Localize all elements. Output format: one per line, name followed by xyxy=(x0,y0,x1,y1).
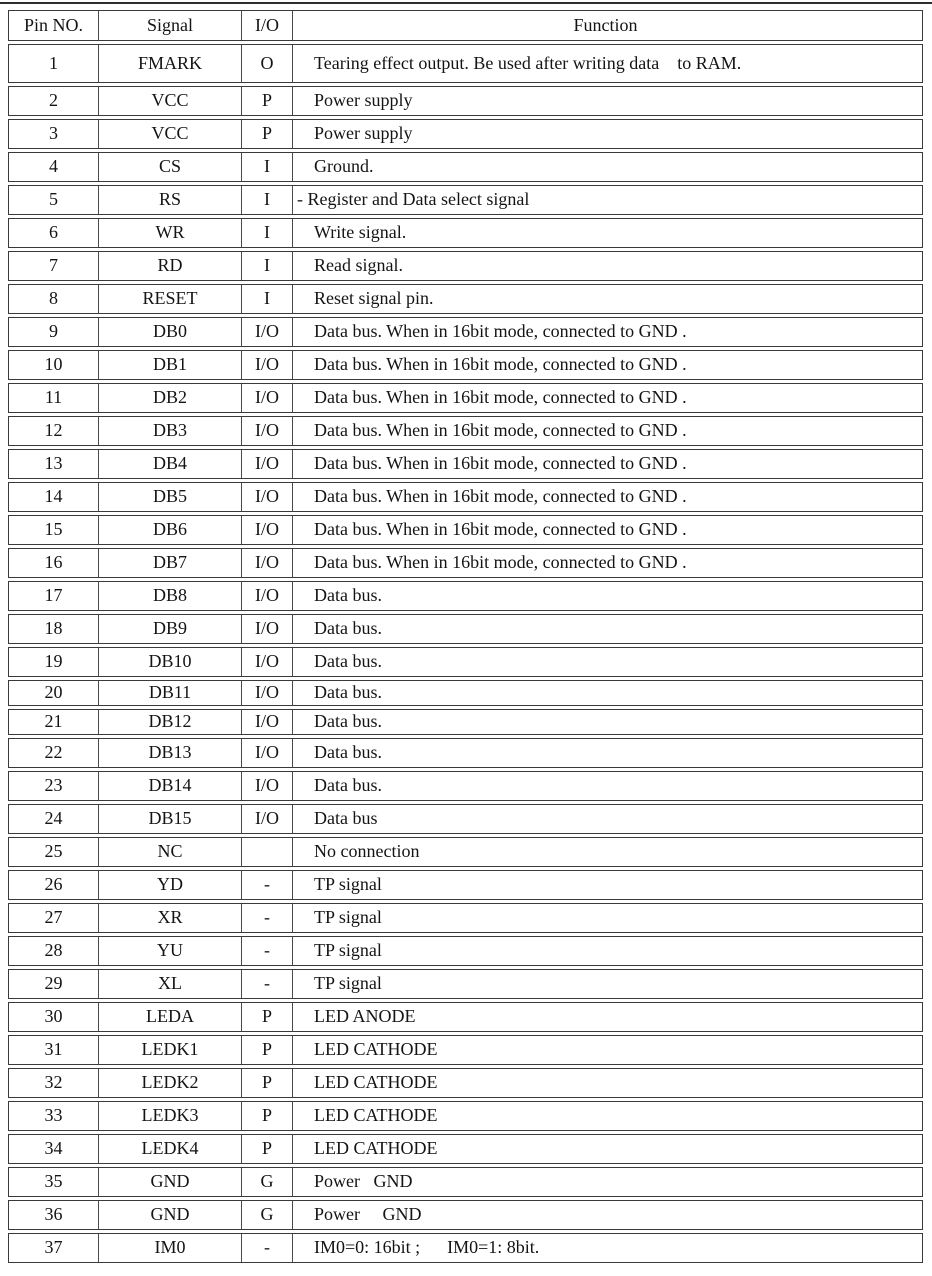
function-cell: TP signal xyxy=(292,904,922,932)
signal-cell: DB10 xyxy=(98,648,241,676)
io-cell: P xyxy=(241,120,292,148)
signal-cell: RESET xyxy=(98,285,241,313)
pin-cell: 33 xyxy=(44,1105,63,1126)
table-row xyxy=(8,185,923,215)
function-cell: Power GND xyxy=(292,1201,922,1229)
table-row xyxy=(8,804,923,834)
io-cell: I/O xyxy=(241,351,292,379)
signal-cell: VCC xyxy=(98,87,241,115)
signal-cell: DB9 xyxy=(98,615,241,643)
pin-cell: 26 xyxy=(44,874,63,895)
pin-cell: 5 xyxy=(49,189,58,210)
pin-description-table xyxy=(8,10,923,1266)
io-cell: I xyxy=(241,186,292,214)
pin-cell: 24 xyxy=(44,808,63,829)
table-row xyxy=(8,837,923,867)
function-cell: Data bus. When in 16bit mode, connected to GND . xyxy=(292,483,922,511)
table-row xyxy=(8,1035,923,1065)
function-cell: - Register and Data select signal xyxy=(292,186,922,214)
table-row xyxy=(8,44,923,83)
io-cell: P xyxy=(241,87,292,115)
signal-cell: DB4 xyxy=(98,450,241,478)
signal-cell: DB15 xyxy=(98,805,241,833)
function-cell: LED CATHODE xyxy=(292,1135,922,1163)
io-cell: I/O xyxy=(241,739,292,767)
signal-cell: RS xyxy=(98,186,241,214)
signal-cell: DB8 xyxy=(98,582,241,610)
io-cell: I/O xyxy=(241,710,292,734)
function-cell: Ground. xyxy=(292,153,922,181)
io-cell: I xyxy=(241,219,292,247)
header-function: Function xyxy=(292,11,922,40)
pin-cell: 14 xyxy=(44,486,63,507)
io-cell: P xyxy=(241,1135,292,1163)
table-row xyxy=(8,936,923,966)
function-cell: Data bus. When in 16bit mode, connected to GND . xyxy=(292,549,922,577)
signal-cell: RD xyxy=(98,252,241,280)
io-cell: I/O xyxy=(241,648,292,676)
function-cell: LED CATHODE xyxy=(292,1069,922,1097)
signal-cell: LEDK1 xyxy=(98,1036,241,1064)
table-row xyxy=(8,218,923,248)
table-row xyxy=(8,152,923,182)
pin-cell: 28 xyxy=(44,940,63,961)
signal-cell: DB11 xyxy=(98,681,241,705)
pin-cell: 6 xyxy=(49,222,58,243)
signal-cell: DB3 xyxy=(98,417,241,445)
table-row xyxy=(8,1134,923,1164)
pin-cell: 12 xyxy=(44,420,63,441)
pin-cell: 27 xyxy=(44,907,63,928)
io-cell: - xyxy=(241,1234,292,1262)
pin-cell: 3 xyxy=(49,123,58,144)
io-cell: I/O xyxy=(241,450,292,478)
io-cell: I/O xyxy=(241,615,292,643)
top-rule-divider xyxy=(0,2,932,4)
function-cell: Data bus. When in 16bit mode, connected to GND . xyxy=(292,351,922,379)
io-cell: - xyxy=(241,937,292,965)
function-cell: Data bus xyxy=(292,805,922,833)
function-cell: Data bus. When in 16bit mode, connected to GND . xyxy=(292,384,922,412)
io-cell: I xyxy=(241,153,292,181)
table-row xyxy=(8,738,923,768)
pin-cell: 16 xyxy=(44,552,63,573)
pin-cell: 29 xyxy=(44,973,63,994)
signal-cell: DB2 xyxy=(98,384,241,412)
table-header-row xyxy=(8,10,923,41)
signal-cell: DB0 xyxy=(98,318,241,346)
table-row xyxy=(8,614,923,644)
function-cell: LED ANODE xyxy=(292,1003,922,1031)
table-row xyxy=(8,1233,923,1263)
pin-cell: 18 xyxy=(44,618,63,639)
signal-cell: DB5 xyxy=(98,483,241,511)
signal-cell: VCC xyxy=(98,120,241,148)
pin-cell: 4 xyxy=(49,156,58,177)
function-cell: Tearing effect output. Be used after writing data to RAM. xyxy=(292,45,922,82)
signal-cell: LEDA xyxy=(98,1003,241,1031)
pin-cell: 34 xyxy=(44,1138,63,1159)
function-cell: No connection xyxy=(292,838,922,866)
io-cell: P xyxy=(241,1036,292,1064)
signal-cell: DB13 xyxy=(98,739,241,767)
pin-cell: 9 xyxy=(49,321,58,342)
table-row xyxy=(8,1002,923,1032)
table-row xyxy=(8,1068,923,1098)
io-cell: I/O xyxy=(241,483,292,511)
function-cell: Write signal. xyxy=(292,219,922,247)
table-row xyxy=(8,317,923,347)
signal-cell: DB1 xyxy=(98,351,241,379)
pin-cell: 11 xyxy=(44,387,63,408)
io-cell: I/O xyxy=(241,681,292,705)
signal-cell: DB14 xyxy=(98,772,241,800)
pin-cell: 20 xyxy=(44,682,63,703)
function-cell: Power supply xyxy=(292,120,922,148)
table-row xyxy=(8,482,923,512)
function-cell: Data bus. When in 16bit mode, connected to GND . xyxy=(292,516,922,544)
function-cell: Reset signal pin. xyxy=(292,285,922,313)
table-row xyxy=(8,548,923,578)
function-cell: IM0=0: 16bit ; IM0=1: 8bit. xyxy=(292,1234,922,1262)
io-cell: I/O xyxy=(241,549,292,577)
function-cell: TP signal xyxy=(292,937,922,965)
header-signal: Signal xyxy=(98,11,241,40)
table-body xyxy=(8,44,923,1263)
signal-cell: YD xyxy=(98,871,241,899)
function-cell: Power supply xyxy=(292,87,922,115)
io-cell: I/O xyxy=(241,384,292,412)
table-row xyxy=(8,903,923,933)
io-cell: I/O xyxy=(241,318,292,346)
io-cell: P xyxy=(241,1102,292,1130)
pin-cell: 37 xyxy=(44,1237,63,1258)
function-cell: TP signal xyxy=(292,970,922,998)
pin-cell: 19 xyxy=(44,651,63,672)
pin-cell: 17 xyxy=(44,585,63,606)
io-cell: - xyxy=(241,904,292,932)
signal-cell: DB12 xyxy=(98,710,241,734)
function-cell: Power GND xyxy=(292,1168,922,1196)
pin-cell: 8 xyxy=(49,288,58,309)
pin-cell: 30 xyxy=(44,1006,63,1027)
pin-cell: 15 xyxy=(44,519,63,540)
pin-cell: 7 xyxy=(49,255,58,276)
io-cell: I/O xyxy=(241,772,292,800)
signal-cell: XL xyxy=(98,970,241,998)
function-cell: Data bus. xyxy=(292,772,922,800)
io-cell: - xyxy=(241,970,292,998)
signal-cell: FMARK xyxy=(98,45,241,82)
function-cell: Data bus. xyxy=(292,710,922,734)
io-cell: I/O xyxy=(241,582,292,610)
function-cell: Data bus. xyxy=(292,681,922,705)
function-cell: Data bus. When in 16bit mode, connected to GND . xyxy=(292,417,922,445)
signal-cell: LEDK4 xyxy=(98,1135,241,1163)
io-cell: I xyxy=(241,285,292,313)
function-cell: Data bus. When in 16bit mode, connected to GND . xyxy=(292,318,922,346)
io-cell: - xyxy=(241,871,292,899)
header-io: I/O xyxy=(241,11,292,40)
pin-cell: 23 xyxy=(44,775,63,796)
function-cell: TP signal xyxy=(292,871,922,899)
pin-cell: 2 xyxy=(49,90,58,111)
signal-cell: CS xyxy=(98,153,241,181)
pin-cell: 35 xyxy=(44,1171,63,1192)
signal-cell: XR xyxy=(98,904,241,932)
io-cell: I/O xyxy=(241,516,292,544)
signal-cell: DB6 xyxy=(98,516,241,544)
function-cell: Data bus. xyxy=(292,739,922,767)
io-cell: I/O xyxy=(241,805,292,833)
signal-cell: IM0 xyxy=(98,1234,241,1262)
io-cell: I xyxy=(241,252,292,280)
table-row xyxy=(8,119,923,149)
pin-cell: 32 xyxy=(44,1072,63,1093)
table-row xyxy=(8,86,923,116)
table-row xyxy=(8,581,923,611)
signal-cell: NC xyxy=(98,838,241,866)
io-cell xyxy=(241,838,292,866)
pin-cell: 10 xyxy=(44,354,63,375)
table-row xyxy=(8,350,923,380)
function-cell: Data bus. xyxy=(292,648,922,676)
table-row xyxy=(8,680,923,706)
table-row xyxy=(8,709,923,735)
header-pin-no: Pin NO. xyxy=(23,14,83,35)
pin-cell: 13 xyxy=(44,453,63,474)
pin-cell: 31 xyxy=(44,1039,63,1060)
function-cell: Read signal. xyxy=(292,252,922,280)
pin-cell: 25 xyxy=(44,841,63,862)
function-cell: LED CATHODE xyxy=(292,1036,922,1064)
function-cell: Data bus. xyxy=(292,582,922,610)
signal-cell: LEDK3 xyxy=(98,1102,241,1130)
signal-cell: GND xyxy=(98,1201,241,1229)
table-row xyxy=(8,416,923,446)
pin-cell: 1 xyxy=(49,52,58,73)
table-row xyxy=(8,870,923,900)
signal-cell: DB7 xyxy=(98,549,241,577)
table-row xyxy=(8,449,923,479)
io-cell: G xyxy=(241,1168,292,1196)
io-cell: I/O xyxy=(241,417,292,445)
pin-cell: 36 xyxy=(44,1204,63,1225)
table-row xyxy=(8,383,923,413)
function-cell: Data bus. When in 16bit mode, connected to GND . xyxy=(292,450,922,478)
table-row xyxy=(8,1101,923,1131)
signal-cell: LEDK2 xyxy=(98,1069,241,1097)
table-row xyxy=(8,647,923,677)
table-row xyxy=(8,515,923,545)
signal-cell: WR xyxy=(98,219,241,247)
table-row xyxy=(8,1200,923,1230)
pin-cell: 22 xyxy=(44,742,63,763)
function-cell: LED CATHODE xyxy=(292,1102,922,1130)
table-row xyxy=(8,969,923,999)
table-row xyxy=(8,251,923,281)
table-row xyxy=(8,284,923,314)
signal-cell: GND xyxy=(98,1168,241,1196)
io-cell: O xyxy=(241,45,292,82)
pin-cell: 21 xyxy=(44,711,63,732)
signal-cell: YU xyxy=(98,937,241,965)
io-cell: P xyxy=(241,1069,292,1097)
io-cell: P xyxy=(241,1003,292,1031)
table-row xyxy=(8,771,923,801)
table-row xyxy=(8,1167,923,1197)
io-cell: G xyxy=(241,1201,292,1229)
function-cell: Data bus. xyxy=(292,615,922,643)
